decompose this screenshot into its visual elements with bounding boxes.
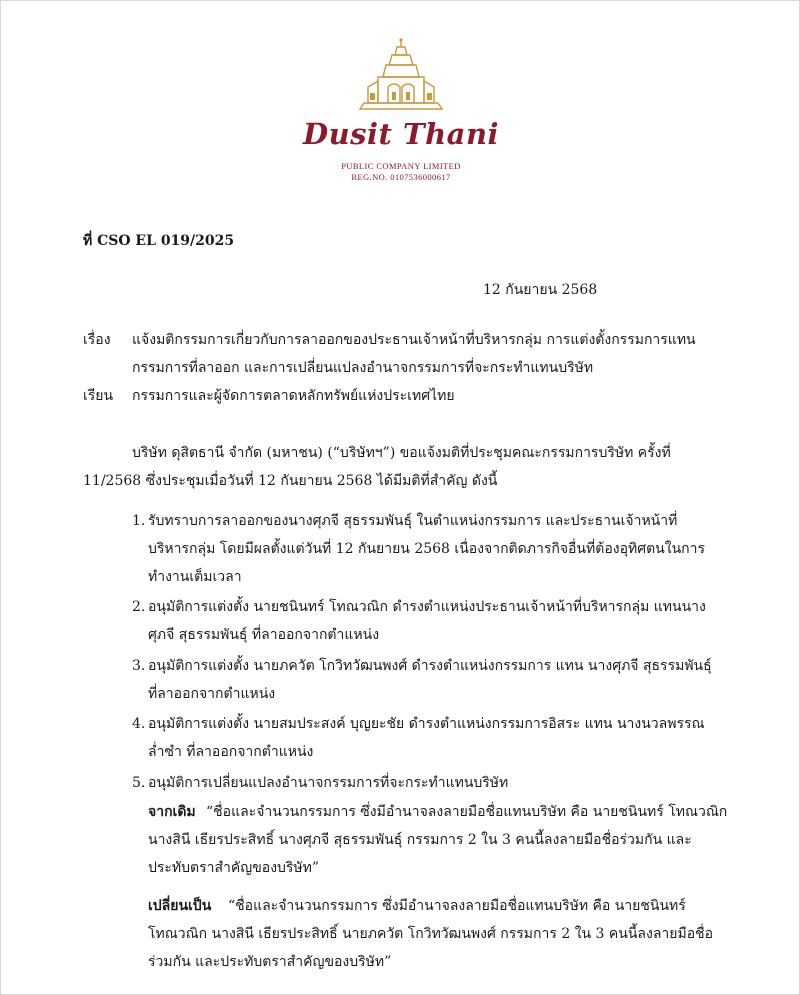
intro-line-2: 11/2568 ซึ่งประชุมเมื่อวันที่ 12 กันยายน 2568 ได้มีมติที่สำคัญ ดังนี้ bbox=[83, 473, 498, 489]
change-from-label: จากเดิม bbox=[148, 804, 196, 820]
change-to-label: เปลี่ยนเป็น bbox=[148, 898, 212, 914]
resolution-4-number: 4. bbox=[132, 716, 146, 732]
resolution-1-line-1: รับทราบการลาออกของนางศุภจี สุธรรมพันธุ์ ในตำแหน่งกรรมการ และประธานเจ้าหน้าที่ bbox=[148, 513, 678, 529]
resolution-3-line-1: อนุมัติการแต่งตั้ง นายภควัต โกวิทวัฒนพงศ์ ดำรงตำแหน่งกรรมการ แทน นางศุภจี สุธรรมพันธุ์ bbox=[148, 658, 712, 674]
resolution-1-line-3: ทำงานเต็มเวลา bbox=[148, 569, 242, 585]
recipient-label: เรียน bbox=[83, 388, 114, 404]
subject-label: เรื่อง bbox=[83, 332, 111, 348]
resolution-2-line-1: อนุมัติการแต่งตั้ง นายชนินทร์ โทณวณิก ดำรงตำแหน่งประธานเจ้าหน้าที่บริหารกลุ่ม แทนนาง bbox=[148, 599, 706, 615]
subject-line-2: กรรมการที่ลาออก และการเปลี่ยนแปลงอำนาจกรรมการที่จะกระทำแทนบริษัท bbox=[132, 360, 594, 376]
change-to-line-1: “ชื่อและจำนวนกรรมการ ซึ่งมีอำนาจลงลายมือชื่อแทนบริษัท คือ นายชนินทร์ bbox=[228, 898, 686, 914]
resolution-1-line-2: บริหารกลุ่ม โดยมีผลตั้งแต่วันที่ 12 กันยายน 2568 เนื่องจากติดภารกิจอื่นที่ต้องอุทิศตนในการ bbox=[148, 541, 706, 557]
change-from-line-2: นางสินี เธียรประสิทธิ์ นางศุภจี สุธรรมพันธุ์ กรรมการ 2 ใน 3 คนนี้ลงลายมือชื่อร่วมกัน และ bbox=[148, 832, 692, 848]
change-from-line-1: “ชื่อและจำนวนกรรมการ ซึ่งมีอำนาจลงลายมือชื่อแทนบริษัท คือ นายชนินทร์ โทณวณิก bbox=[206, 804, 728, 820]
document-date: 12 กันยายน 2568 bbox=[483, 282, 598, 298]
subject-line-1: แจ้งมติกรรมการเกี่ยวกับการลาออกของประธานเจ้าหน้าที่บริหารกลุ่ม การแต่งตั้งกรรมการแทน bbox=[132, 332, 696, 348]
registration-number: REG.NO. 0107536000617 bbox=[351, 172, 451, 182]
intro-line-1: บริษัท ดุสิตธานี จำกัด (มหาชน) (“บริษัทฯ”) ขอแจ้งมติที่ประชุมคณะกรรมการบริษัท ครั้งที่ bbox=[132, 445, 671, 461]
company-type: PUBLIC COMPANY LIMITED bbox=[341, 161, 461, 171]
change-from-line-3: ประทับตราสำคัญของบริษัท” bbox=[148, 860, 320, 876]
resolution-2-line-2: ศุภจี สุธรรมพันธุ์ ที่ลาออกจากตำแหน่ง bbox=[148, 627, 380, 643]
change-to-line-2: โทณวณิก นางสินี เธียรประสิทธิ์ นายภควัต โกวิทวัฒนพงศ์ กรรมการ 2 ใน 3 คนนี้ลงลายมือชื่อ bbox=[148, 926, 714, 942]
resolution-5-number: 5. bbox=[132, 775, 146, 791]
resolution-4-line-2: ล่ำซำ ที่ลาออกจากตำแหน่ง bbox=[148, 744, 314, 760]
brand-name: Dusit Thani bbox=[302, 117, 500, 151]
temple-spire-icon bbox=[356, 37, 446, 115]
resolution-5-line-1: อนุมัติการเปลี่ยนแปลงอำนาจกรรมการที่จะกระทำแทนบริษัท bbox=[148, 775, 509, 791]
resolution-4-line-1: อนุมัติการแต่งตั้ง นายสมประสงค์ บุญยะชัย ดำรงตำแหน่งกรรมการอิสระ แทน นางนวลพรรณ bbox=[148, 716, 705, 732]
resolution-1-number: 1. bbox=[132, 513, 146, 529]
recipient-text: กรรมการและผู้จัดการตลาดหลักทรัพย์แห่งประเทศไทย bbox=[132, 388, 455, 404]
reference-number: ที่ CSO EL 019/2025 bbox=[83, 233, 235, 249]
resolution-2-number: 2. bbox=[132, 599, 146, 615]
resolution-3-number: 3. bbox=[132, 658, 146, 674]
resolution-3-line-2: ที่ลาออกจากตำแหน่ง bbox=[148, 686, 276, 702]
change-to-line-3: ร่วมกัน และประทับตราสำคัญของบริษัท” bbox=[148, 954, 392, 970]
